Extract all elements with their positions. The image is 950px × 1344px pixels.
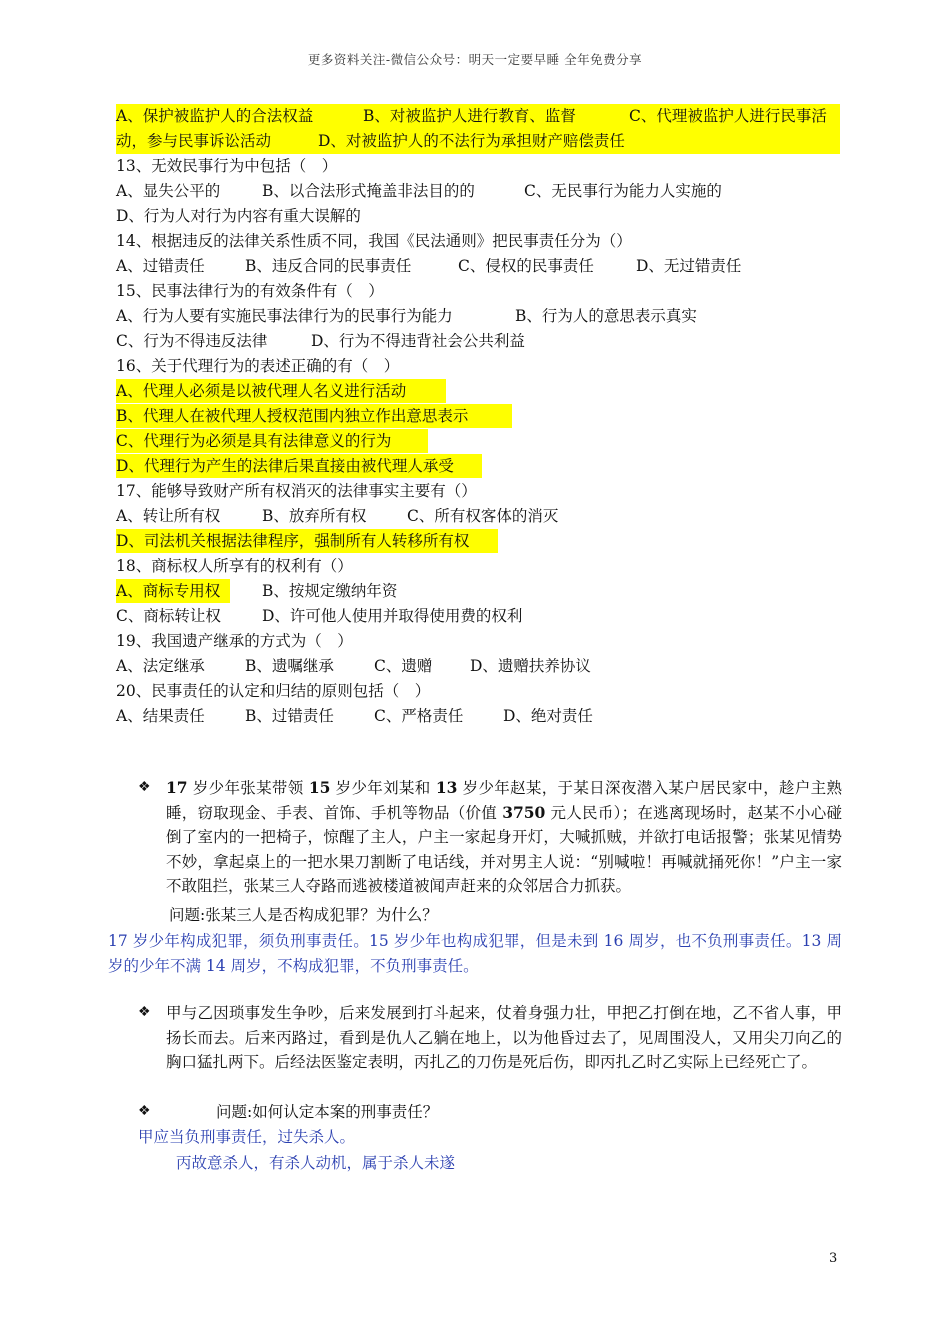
q14-stem: 14、根据违反的法律关系性质不同，我国《民法通则》把民事责任分为（） bbox=[116, 232, 632, 250]
q12-option-a: A、保护被监护人的合法权益 bbox=[116, 107, 314, 125]
case2-bullet-icon: ❖ bbox=[138, 1004, 151, 1020]
q15-option-a: A、行为人要有实施民事法律行为的民事行为能力 bbox=[116, 307, 453, 325]
q15-option-c: C、行为不得违反法律 bbox=[116, 332, 268, 350]
q14-option-c: C、侵权的民事责任 bbox=[458, 257, 594, 275]
q19-option-b: B、遗嘱继承 bbox=[245, 657, 334, 675]
case1-bullet-icon: ❖ bbox=[138, 779, 151, 795]
q18-option-c: C、商标转让权 bbox=[116, 607, 221, 625]
q20-option-b: B、过错责任 bbox=[245, 707, 334, 725]
q17-option-a: A、转让所有权 bbox=[116, 507, 221, 525]
q14-option-a: A、过错责任 bbox=[116, 257, 205, 275]
q16-stem: 16、关于代理行为的表述正确的有（ ） bbox=[116, 357, 400, 375]
case2-question: 问题:如何认定本案的刑事责任？ bbox=[216, 1103, 439, 1121]
q14-option-b: B、违反合同的民事责任 bbox=[245, 257, 412, 275]
q18-option-b: B、按规定缴纳年资 bbox=[262, 582, 398, 600]
q13-option-a: A、显失公平的 bbox=[116, 182, 221, 200]
q20-option-a: A、结果责任 bbox=[116, 707, 205, 725]
q15-stem: 15、民事法律行为的有效条件有（ ） bbox=[116, 282, 384, 300]
q17-option-d: D、司法机关根据法律程序，强制所有人转移所有权 bbox=[116, 529, 498, 553]
q20-option-d: D、绝对责任 bbox=[503, 707, 593, 725]
case1-question: 问题:张某三人是否构成犯罪？为什么？ bbox=[169, 906, 438, 924]
q16-option-d: D、代理行为产生的法律后果直接由被代理人承受 bbox=[116, 454, 482, 478]
q16-option-c: C、代理行为必须是具有法律意义的行为 bbox=[116, 429, 428, 453]
case2-answer-1: 甲应当负刑事责任，过失杀人。 bbox=[138, 1128, 356, 1146]
q13-option-d: D、行为人对行为内容有重大误解的 bbox=[116, 207, 361, 225]
q12-option-b: B、对被监护人进行教育、监督 bbox=[363, 107, 576, 125]
case1-answer: 17 岁少年构成犯罪，须负刑事责任。15 岁少年也构成犯罪，但是未到 16 周岁，也不负刑事责任。13 周岁的少年不满 14 周岁，不构成犯罪，不负刑事责任。 bbox=[108, 932, 842, 975]
q14-option-d: D、无过错责任 bbox=[636, 257, 742, 275]
q15-option-b: B、行为人的意思表示真实 bbox=[515, 307, 697, 325]
page-number: 3 bbox=[829, 1251, 838, 1266]
q18-option-a: A、商标专用权 bbox=[116, 579, 230, 603]
q19-option-c: C、遗赠 bbox=[374, 657, 433, 675]
q12-option-c-cont: 动，参与民事诉讼活动 bbox=[116, 132, 272, 150]
q19-stem: 19、我国遗产继承的方式为（ ） bbox=[116, 632, 353, 650]
q13-option-b: B、以合法形式掩盖非法目的的 bbox=[262, 182, 475, 200]
q18-option-d: D、许可他人使用并取得使用费的权利 bbox=[262, 607, 523, 625]
q19-option-d: D、遗赠扶养协议 bbox=[470, 657, 591, 675]
case1-text: 17 岁少年张某带领 15 岁少年刘某和 13 岁少年赵某，于某日深夜潜入某户居民家中，趁户主熟睡，窃取现金、手表、首饰、手机等物品（价值 3750 元人民币）；在逃离现场时，赵某不小心碰倒了室内的一把椅子，惊醒了主人，户主一家起身开灯，大喊抓贼，并欲打电话报警；张某见情势不妙，拿起桌上的一把水果刀割断了电话线，并对男主人说：“别喊啦！再喊就捅死你！”户主一家不敢阻拦，张某三人夺路而逃被楼道被闻声赶来的众邻居合力抓获。 bbox=[166, 778, 842, 896]
page-header: 更多资料关注-微信公众号：明天一定要早睡 全年免费分享 bbox=[307, 52, 643, 67]
q13-stem: 13、无效民事行为中包括（ ） bbox=[116, 157, 338, 175]
q12-option-c: C、代理被监护人进行民事活 bbox=[629, 107, 827, 125]
q17-option-b: B、放弃所有权 bbox=[262, 507, 367, 525]
q20-option-c: C、严格责任 bbox=[374, 707, 464, 725]
case2-text: 甲与乙因琐事发生争吵，后来发展到打斗起来，仗着身强力壮，甲把乙打倒在地，乙不省人事，甲扬长而去。后来丙路过，看到是仇人乙躺在地上，以为他昏过去了，见周围没人，又用尖刀向乙的胸口猛扎两下。后经法医鉴定表明，丙扎乙的刀伤是死后伤，即丙扎乙时乙实际上已经死亡了。 bbox=[166, 1004, 842, 1072]
case2-bullet2-icon: ❖ bbox=[138, 1103, 151, 1119]
q20-stem: 20、民事责任的认定和归结的原则包括（ ） bbox=[116, 682, 431, 700]
q16-option-a: A、代理人必须是以被代理人名义进行活动 bbox=[116, 379, 446, 403]
q13-option-c: C、无民事行为能力人实施的 bbox=[524, 182, 722, 200]
q12-option-d: D、对被监护人的不法行为承担财产赔偿责任 bbox=[318, 132, 625, 150]
case2-answer-2: 丙故意杀人，有杀人动机，属于杀人未遂 bbox=[176, 1154, 456, 1172]
q19-option-a: A、法定继承 bbox=[116, 657, 205, 675]
q16-option-b: B、代理人在被代理人授权范围内独立作出意思表示 bbox=[116, 404, 512, 428]
q15-option-d: D、行为不得违背社会公共利益 bbox=[311, 332, 525, 350]
q17-stem: 17、能够导致财产所有权消灭的法律事实主要有（） bbox=[116, 482, 477, 500]
q18-stem: 18、商标权人所享有的权利有（） bbox=[116, 557, 353, 575]
q17-option-c: C、所有权客体的消灭 bbox=[407, 507, 559, 525]
